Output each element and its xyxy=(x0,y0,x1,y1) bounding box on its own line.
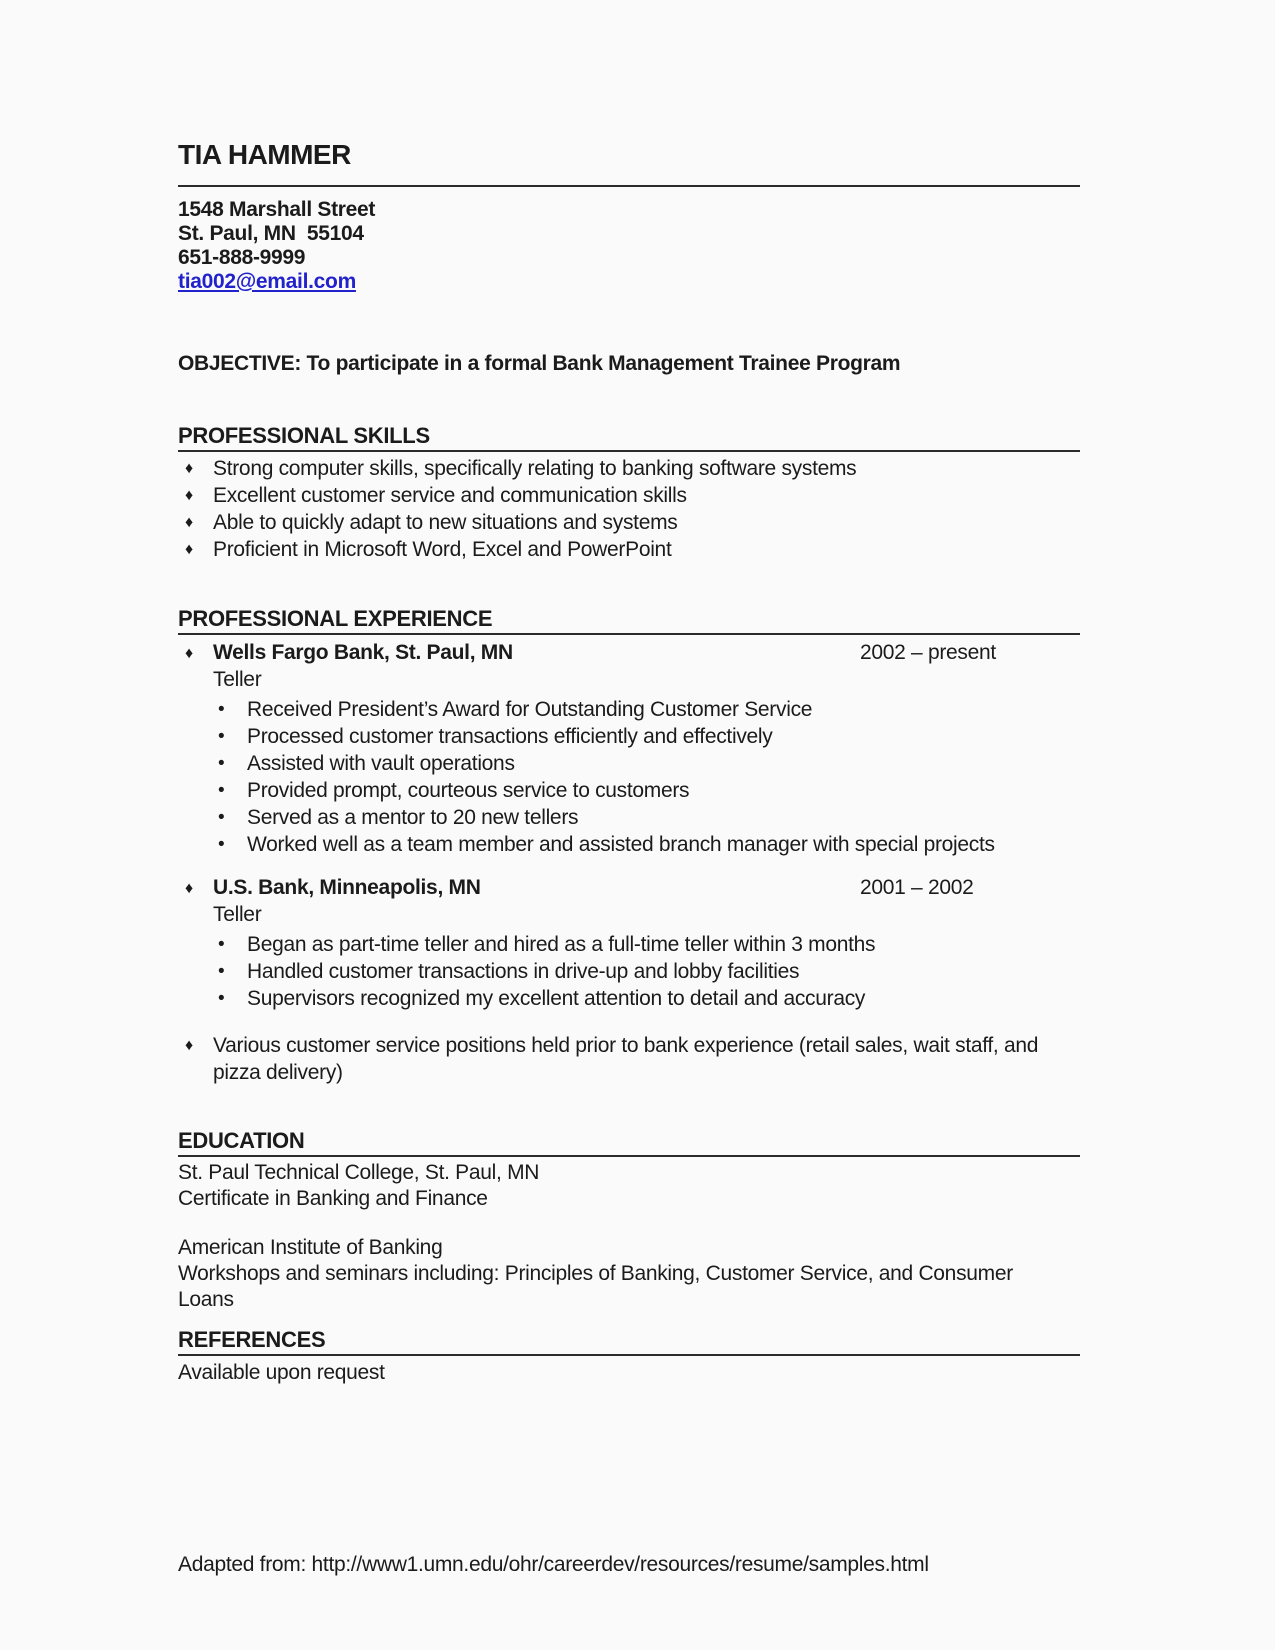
job-dates: 2002 – present xyxy=(860,641,996,664)
address-street: 1548 Marshall Street xyxy=(178,198,376,221)
additional-experience xyxy=(178,1032,1080,1086)
job-title: Teller xyxy=(213,668,262,691)
job-entry-us-bank xyxy=(178,875,1080,1012)
job-bullet-text: Received President’s Award for Outstanding Customer Service xyxy=(247,698,813,721)
section-heading-experience: PROFESSIONAL EXPERIENCE xyxy=(178,607,1080,635)
education-workshops: Workshops and seminars including: Principles of Banking, Customer Service, and Consumer Loans xyxy=(178,1262,1013,1311)
job-header xyxy=(178,640,1080,667)
dot-bullet-icon: • xyxy=(218,699,225,720)
list-item xyxy=(178,985,1080,1012)
diamond-bullet-icon: ♦ xyxy=(185,541,193,558)
dot-bullet-icon: • xyxy=(218,780,225,801)
list-item xyxy=(178,455,1080,482)
list-item xyxy=(178,723,1080,750)
list-item xyxy=(178,931,1080,958)
education-certificate: Certificate in Banking and Finance xyxy=(178,1187,488,1210)
job-bullet-text: Handled customer transactions in drive-up and lobby facilities xyxy=(247,960,800,983)
dot-bullet-icon: • xyxy=(218,753,225,774)
dot-bullet-icon: • xyxy=(218,934,225,955)
list-item xyxy=(178,777,1080,804)
diamond-bullet-icon: ♦ xyxy=(185,514,193,531)
dot-bullet-icon: • xyxy=(218,961,225,982)
job-bullet-text: Served as a mentor to 20 new tellers xyxy=(247,806,579,829)
list-item xyxy=(178,750,1080,777)
job-company: U.S. Bank, Minneapolis, MN xyxy=(213,876,481,899)
skill-text: Strong computer skills, specifically relating to banking software systems xyxy=(213,457,857,480)
education-school: St. Paul Technical College, St. Paul, MN xyxy=(178,1161,540,1184)
job-bullet-text: Supervisors recognized my excellent attention to detail and accuracy xyxy=(247,987,866,1010)
skill-text: Proficient in Microsoft Word, Excel and PowerPoint xyxy=(213,538,672,561)
job-bullet-text: Provided prompt, courteous service to customers xyxy=(247,779,690,802)
job-entry-wells-fargo xyxy=(178,640,1080,858)
source-attribution: Adapted from: http://www1.umn.edu/ohr/careerdev/resources/resume/samples.html xyxy=(178,1553,929,1576)
job-dates: 2001 – 2002 xyxy=(860,876,974,899)
diamond-bullet-icon: ♦ xyxy=(185,645,193,662)
diamond-bullet-icon: ♦ xyxy=(185,460,193,477)
list-item xyxy=(178,482,1080,509)
resume-name: TIA HAMMER xyxy=(178,139,351,170)
additional-experience-text: Various customer service positions held prior to bank experience (retail sales, wait staff, and pizza delivery) xyxy=(213,1034,1039,1084)
dot-bullet-icon: • xyxy=(218,726,225,747)
diamond-bullet-icon: ♦ xyxy=(185,880,193,897)
skills-list xyxy=(178,455,1080,563)
list-item xyxy=(178,1032,1080,1086)
skill-text: Able to quickly adapt to new situations and systems xyxy=(213,511,678,534)
job-bullet-list xyxy=(178,696,1080,858)
references-text: Available upon request xyxy=(178,1361,385,1384)
job-header xyxy=(178,875,1080,902)
section-heading-references: REFERENCES xyxy=(178,1328,1080,1356)
diamond-bullet-icon: ♦ xyxy=(185,487,193,504)
resume-content xyxy=(178,140,1080,1386)
address-city: St. Paul, MN 55104 xyxy=(178,222,364,245)
list-item xyxy=(178,804,1080,831)
diamond-bullet-icon: ♦ xyxy=(185,1037,193,1054)
section-heading-education: EDUCATION xyxy=(178,1129,1080,1157)
dot-bullet-icon: • xyxy=(218,807,225,828)
education-school-block xyxy=(178,1160,1080,1212)
list-item xyxy=(178,958,1080,985)
list-item xyxy=(178,509,1080,536)
contact-block xyxy=(178,198,1080,294)
job-bullet-text: Worked well as a team member and assisted branch manager with special projects xyxy=(247,833,995,856)
job-company: Wells Fargo Bank, St. Paul, MN xyxy=(213,641,513,664)
education-institute-block xyxy=(178,1235,1080,1313)
section-heading-skills: PROFESSIONAL SKILLS xyxy=(178,424,1080,452)
email-link[interactable]: tia002@email.com xyxy=(178,270,356,293)
job-bullet-text: Began as part-time teller and hired as a full-time teller within 3 months xyxy=(247,933,876,956)
name-divider-rule xyxy=(178,185,1080,187)
job-bullet-list xyxy=(178,931,1080,1012)
skill-text: Excellent customer service and communication skills xyxy=(213,484,687,507)
list-item xyxy=(178,696,1080,723)
dot-bullet-icon: • xyxy=(218,988,225,1009)
dot-bullet-icon: • xyxy=(218,834,225,855)
job-bullet-text: Assisted with vault operations xyxy=(247,752,515,775)
job-title: Teller xyxy=(213,903,262,926)
phone-number: 651-888-9999 xyxy=(178,246,306,269)
objective-line: OBJECTIVE: To participate in a formal Bank Management Trainee Program xyxy=(178,352,901,375)
list-item xyxy=(178,831,1080,858)
list-item xyxy=(178,536,1080,563)
job-bullet-text: Processed customer transactions efficiently and effectively xyxy=(247,725,773,748)
education-institute: American Institute of Banking xyxy=(178,1236,443,1259)
